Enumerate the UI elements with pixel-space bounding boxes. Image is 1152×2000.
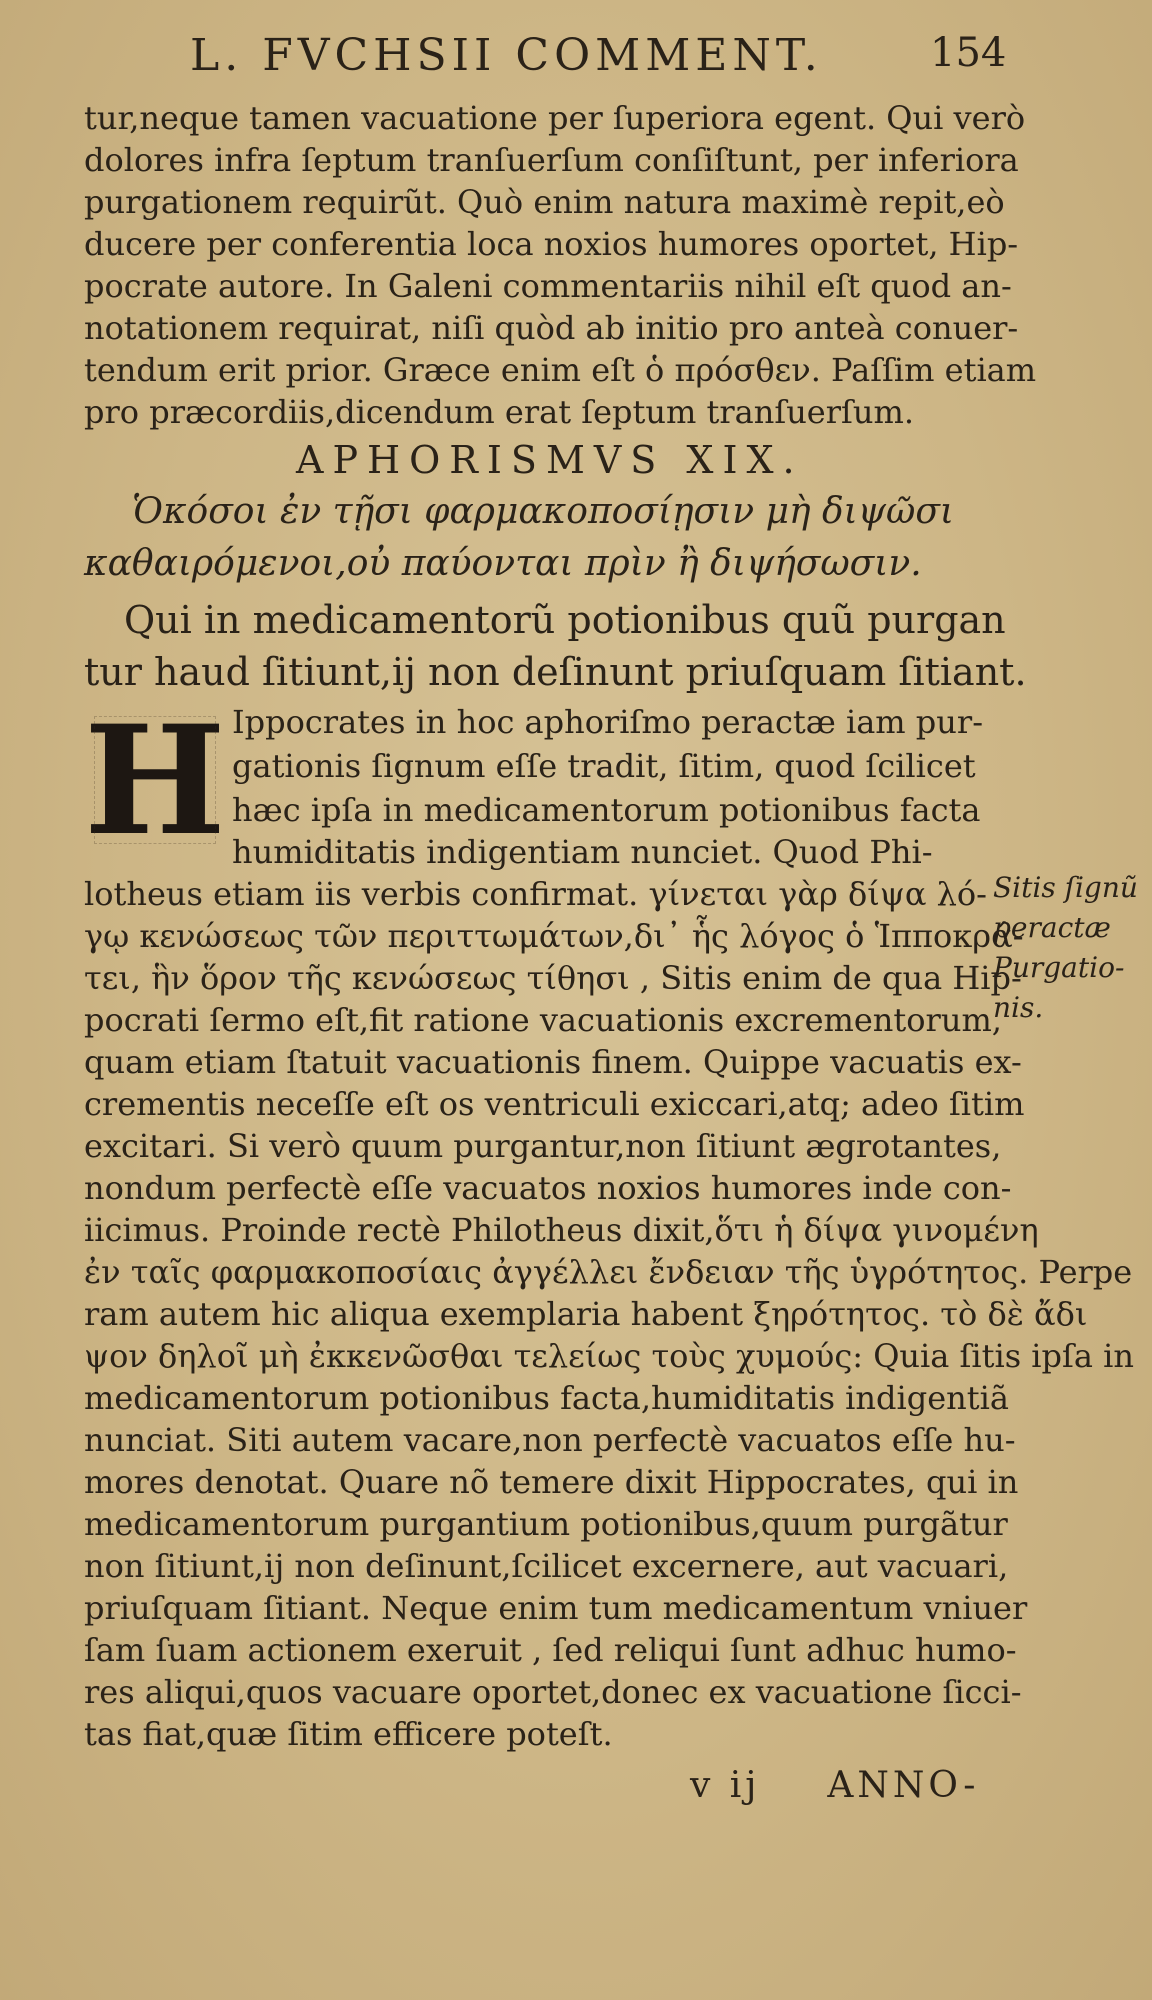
greek-aphorism-line: Ὁκόσοι ἐν τῇσι φαρμακοποσίῃσιν μὴ διψῶσι — [132, 491, 955, 532]
text-line: excitari. Si verò quum purgantur,non ſitiunt ægrotantes, — [84, 1127, 1002, 1165]
text-line: purgationem requirũt. Quò enim natura maximè repit,eò — [84, 183, 1005, 221]
text-line: nondum perfectè eſſe vacuatos noxios humores inde con- — [84, 1169, 1012, 1207]
page-footer — [690, 1765, 979, 1806]
page-header — [0, 30, 1152, 90]
text-line: pro præcordiis,dicendum erat ſeptum tranſuerſum. — [84, 393, 914, 431]
text-line: pocrate autore. In Galeni commentariis nihil eſt quod an- — [84, 267, 1012, 305]
marginal-note-line: Purgatio- — [993, 951, 1125, 984]
text-line: ἐν ταῖς φαρμακοποσίαις ἀγγέλλει ἔνδειαν τῆς ὑγρότητος. Perpe — [84, 1253, 1133, 1291]
text-line: ducere per conferentia loca noxios humores oportet, Hip- — [84, 225, 1019, 263]
text-line: res aliqui,quos vacuare oportet,donec ex vacuatione ſicci- — [84, 1673, 1022, 1711]
marginal-note-line: Sitis ſignũ — [993, 871, 1138, 904]
running-head: L. FVCHSII COMMENT. — [190, 30, 823, 81]
decorated-initial: H — [84, 693, 226, 869]
text-line: notationem requirat, niſi quòd ab initio pro anteà conuer- — [84, 309, 1019, 347]
signature-mark: v ij — [690, 1765, 761, 1806]
text-line: ψον δηλοῖ μὴ ἐκκενῶσθαι τελείως τοὺς χυμούς: Quia ſitis ipſa in — [84, 1337, 1134, 1375]
text-line: dolores infra ſeptum tranſuerſum conſiſtunt, per inferiora — [84, 141, 1019, 179]
text-line: gationis ſignum eſſe tradit, ſitim, quod ſcilicet — [232, 747, 976, 785]
text-line: medicamentorum potionibus facta,humiditatis indigentiã — [84, 1379, 1009, 1417]
text-line: priuſquam ſitiant. Neque enim tum medicamentum vniuer — [84, 1589, 1028, 1627]
marginal-note-line: peractæ — [993, 911, 1111, 944]
text-line: ſam ſuam actionem exeruit , ſed reliqui ſunt adhuc humo- — [84, 1631, 1017, 1669]
text-line: iicimus. Proinde rectè Philotheus dixit,ὅτι ἡ δίψα γινομένη — [84, 1211, 1039, 1249]
text-line: γῳ κενώσεως τῶν περιττωμάτων,δι᾽ ἧς λόγος ὁ Ἱπποκρά- — [84, 917, 1024, 955]
text-line: quam etiam ſtatuit vacuationis finem. Quippe vacuatis ex- — [84, 1043, 1022, 1081]
text-line: τει, ἣν ὅρον τῆς κενώσεως τίθησι , Sitis enim de qua Hip- — [84, 959, 1022, 997]
aphorism-heading: APHORISMVS XIX. — [296, 438, 804, 482]
text-line: tur,neque tamen vacuatione per ſuperiora egent. Qui verò — [84, 99, 1026, 137]
text-line: humiditatis indigentiam nunciet. Quod Phi- — [232, 833, 933, 871]
text-line: mores denotat. Quare nõ temere dixit Hippocrates, qui in — [84, 1463, 1019, 1501]
greek-aphorism-line: καθαιρόμενοι,οὐ παύονται πρὶν ἢ διψήσωσιν. — [84, 543, 922, 584]
latin-aphorism-line: tur haud ſitiunt,ij non deſinunt priuſquam ſitiant. — [84, 650, 1027, 694]
marginal-note — [993, 868, 1143, 1028]
marginal-note-line: nis. — [993, 991, 1044, 1024]
text-line: medicamentorum purgantium potionibus,quum purgãtur — [84, 1505, 1008, 1543]
text-line: nunciat. Siti autem vacare,non perfectè vacuatos eſſe hu- — [84, 1421, 1016, 1459]
text-line: crementis neceſſe eſt os ventriculi exiccari,atq; adeo ſitim — [84, 1085, 1025, 1123]
text-line: pocrati ſermo eſt,fit ratione vacuationis excrementorum, — [84, 1001, 1002, 1039]
page-number: 154 — [930, 30, 1007, 76]
catchword: ANNO- — [827, 1765, 980, 1806]
text-line: Ippocrates in hoc aphoriſmo peractæ iam pur- — [232, 703, 983, 741]
text-line: tas fiat,quæ ſitim efficere poteſt. — [84, 1715, 613, 1753]
latin-aphorism-line: Qui in medicamentorũ potionibus quũ purgan — [124, 598, 1006, 642]
text-line: lotheus etiam iis verbis confirmat. γίνεται γὰρ δίψα λό- — [84, 875, 987, 913]
text-line: non ſitiunt,ij non deſinunt,ſcilicet excernere, aut vacuari, — [84, 1547, 1009, 1585]
text-line: hæc ipſa in medicamentorum potionibus facta — [232, 791, 981, 829]
text-line: tendum erit prior. Græce enim eſt ὁ πρόσθεν. Paſſim etiam — [84, 351, 1037, 389]
text-line: ram autem hic aliqua exemplaria habent ξηρότητος. τὸ δὲ ἄδι — [84, 1295, 1088, 1333]
